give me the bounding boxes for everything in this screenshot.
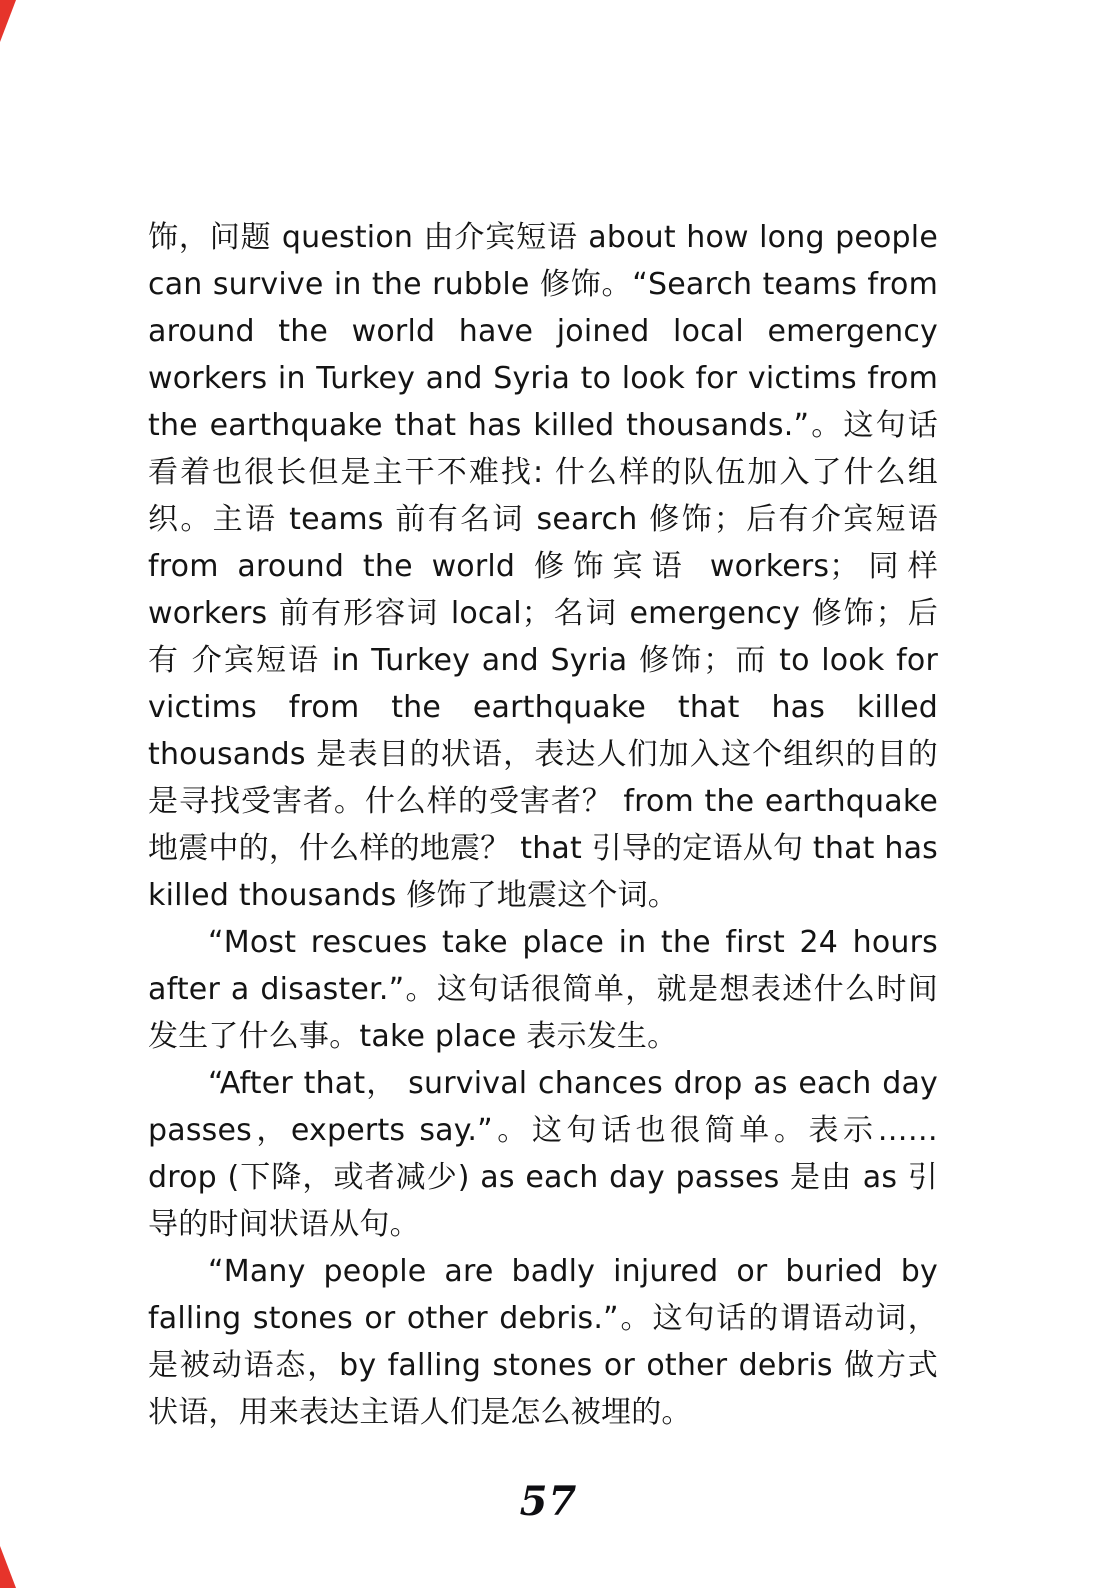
red-corner-mark-bottom-left bbox=[0, 1546, 16, 1588]
red-corner-mark-top-left bbox=[0, 0, 16, 42]
paragraph: “Most rescues take place in the first 24 hours after a disaster.”。这句话很简单，就是想表述什么时间发生了什么事。take place 表示发生。 bbox=[148, 925, 938, 1054]
paragraph: “Many people are badly injured or buried by falling stones or other debris.”。这句话的谓语动词，是被动语态，by falling stones or other debris 做方式状语，用来表达主语人们是怎么被埋的。 bbox=[148, 1254, 938, 1430]
body-text bbox=[148, 214, 938, 1436]
page-number: 57 bbox=[519, 1478, 578, 1525]
paragraph: 饰，问题 question 由介宾短语 about how long people can survive in the rubble 修饰。“Search teams from around the world have joined local emergency workers in Turkey and Syria to look for victims from the earthquake that has killed thousands.”。这句话看着也很长但是主干不难找: 什么样的队伍加入了什么组织。主语 teams 前有名词 search 修饰；后有介宾短语 from around the world 修饰宾语 workers；同样 workers 前有形容词 local；名词 emergency 修饰；后有 介宾短语 in Turkey and Syria 修饰；而 to look for victims from the earthquake that has killed thousands 是表目的状语，表达人们加入这个组织的目的是寻找受害者。什么样的受害者？ from the earthquake 地震中的，什么样的地震？ that 引导的定语从句 that has killed thousands 修饰了地震这个词。 bbox=[148, 220, 938, 913]
paragraph: “After that， survival chances drop as each day passes，experts say.”。这句话也很简单。表示……drop (下降，或者减少) as each day passes 是由 as 引导的时间状语从句。 bbox=[148, 1066, 938, 1242]
